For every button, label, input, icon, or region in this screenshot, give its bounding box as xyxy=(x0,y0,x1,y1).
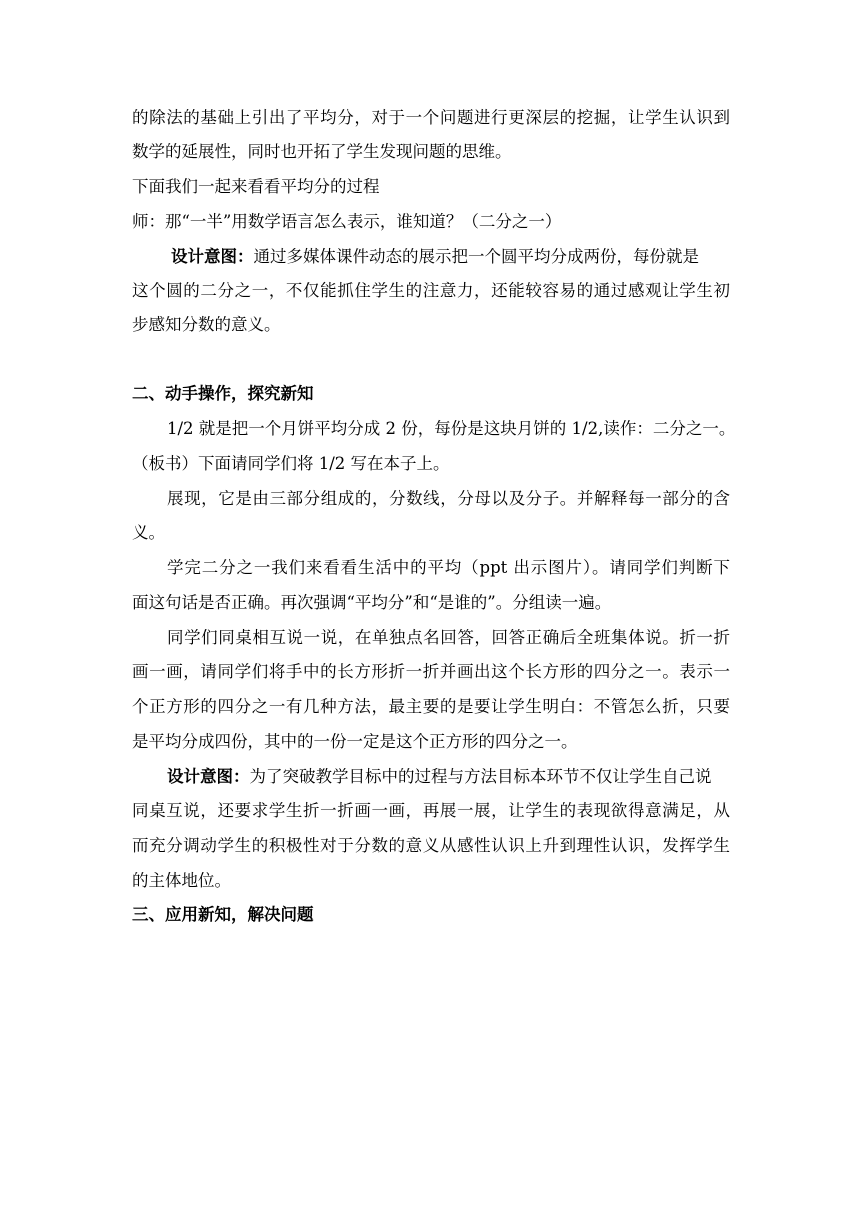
paragraph-line: 师：那“一半”用数学语言怎么表示，谁知道？（二分之一） xyxy=(132,212,562,231)
paragraph-line: 义。 xyxy=(132,523,165,542)
paragraph-line: 画一画，请同学们将手中的长方形折一折并画出这个长方形的四分之一。表示一 xyxy=(132,662,730,681)
paragraph-line: 个正方形的四分之一有几种方法，最主要的是要让学生明白：不管怎么折，只要 xyxy=(132,697,730,716)
design-intent-line xyxy=(167,766,712,788)
paragraph-line: 下面我们一起来看看平均分的过程 xyxy=(132,177,380,196)
paragraph-line: 步感知分数的意义。 xyxy=(132,315,281,334)
paragraph-line: 的除法的基础上引出了平均分，对于一个问题进行更深层的挖掘，让学生认识到 xyxy=(132,108,730,127)
paragraph-line: 的主体地位。 xyxy=(132,871,231,890)
design-intent-text: 通过多媒体课件动态的展示把一个圆平均分成两份，每份就是 xyxy=(253,247,699,266)
paragraph-line: 这个圆的二分之一，不仅能抓住学生的注意力，还能较容易的通过感观让学生初 xyxy=(132,281,730,300)
paragraph-line: 1/2 就是把一个月饼平均分成 2 份，每份是这块月饼的 1/2,读作：二分之一。 xyxy=(167,419,736,438)
paragraph-line: 展现，它是由三部分组成的，分数线，分母以及分子。并解释每一部分的含 xyxy=(167,489,730,508)
section-heading: 二、动手操作，探究新知 xyxy=(132,384,314,403)
design-intent-text: 为了突破教学目标中的过程与方法目标本环节不仅让学生自己说 xyxy=(249,767,712,786)
design-intent-label: 设计意图： xyxy=(167,767,250,786)
design-intent-label: 设计意图： xyxy=(171,247,254,266)
section-heading: 三、应用新知，解决问题 xyxy=(132,905,314,924)
design-intent-line xyxy=(171,246,699,268)
paragraph-line: 数学的延展性，同时也开拓了学生发现问题的思维。 xyxy=(132,142,512,161)
paragraph-line: （板书）下面请同学们将 1/2 写在本子上。 xyxy=(132,454,450,473)
paragraph-line: 是平均分成四份，其中的一份一定是这个正方形的四分之一。 xyxy=(132,732,578,751)
paragraph-line: 同桌互说，还要求学生折一折画一画，再展一展，让学生的表现欲得意满足，从 xyxy=(132,801,730,820)
paragraph-line: 同学们同桌相互说一说，在单独点名回答，回答正确后全班集体说。折一折 xyxy=(167,628,730,647)
paragraph-line: 面这句话是否正确。再次强调“平均分”和“是谁的”。分组读一遍。 xyxy=(132,593,612,612)
paragraph-line: 学完二分之一我们来看看生活中的平均（ppt 出示图片）。请同学们判断下 xyxy=(167,558,730,577)
paragraph-line: 而充分调动学生的积极性对于分数的意义从感性认识上升到理性认识，发挥学生 xyxy=(132,836,730,855)
